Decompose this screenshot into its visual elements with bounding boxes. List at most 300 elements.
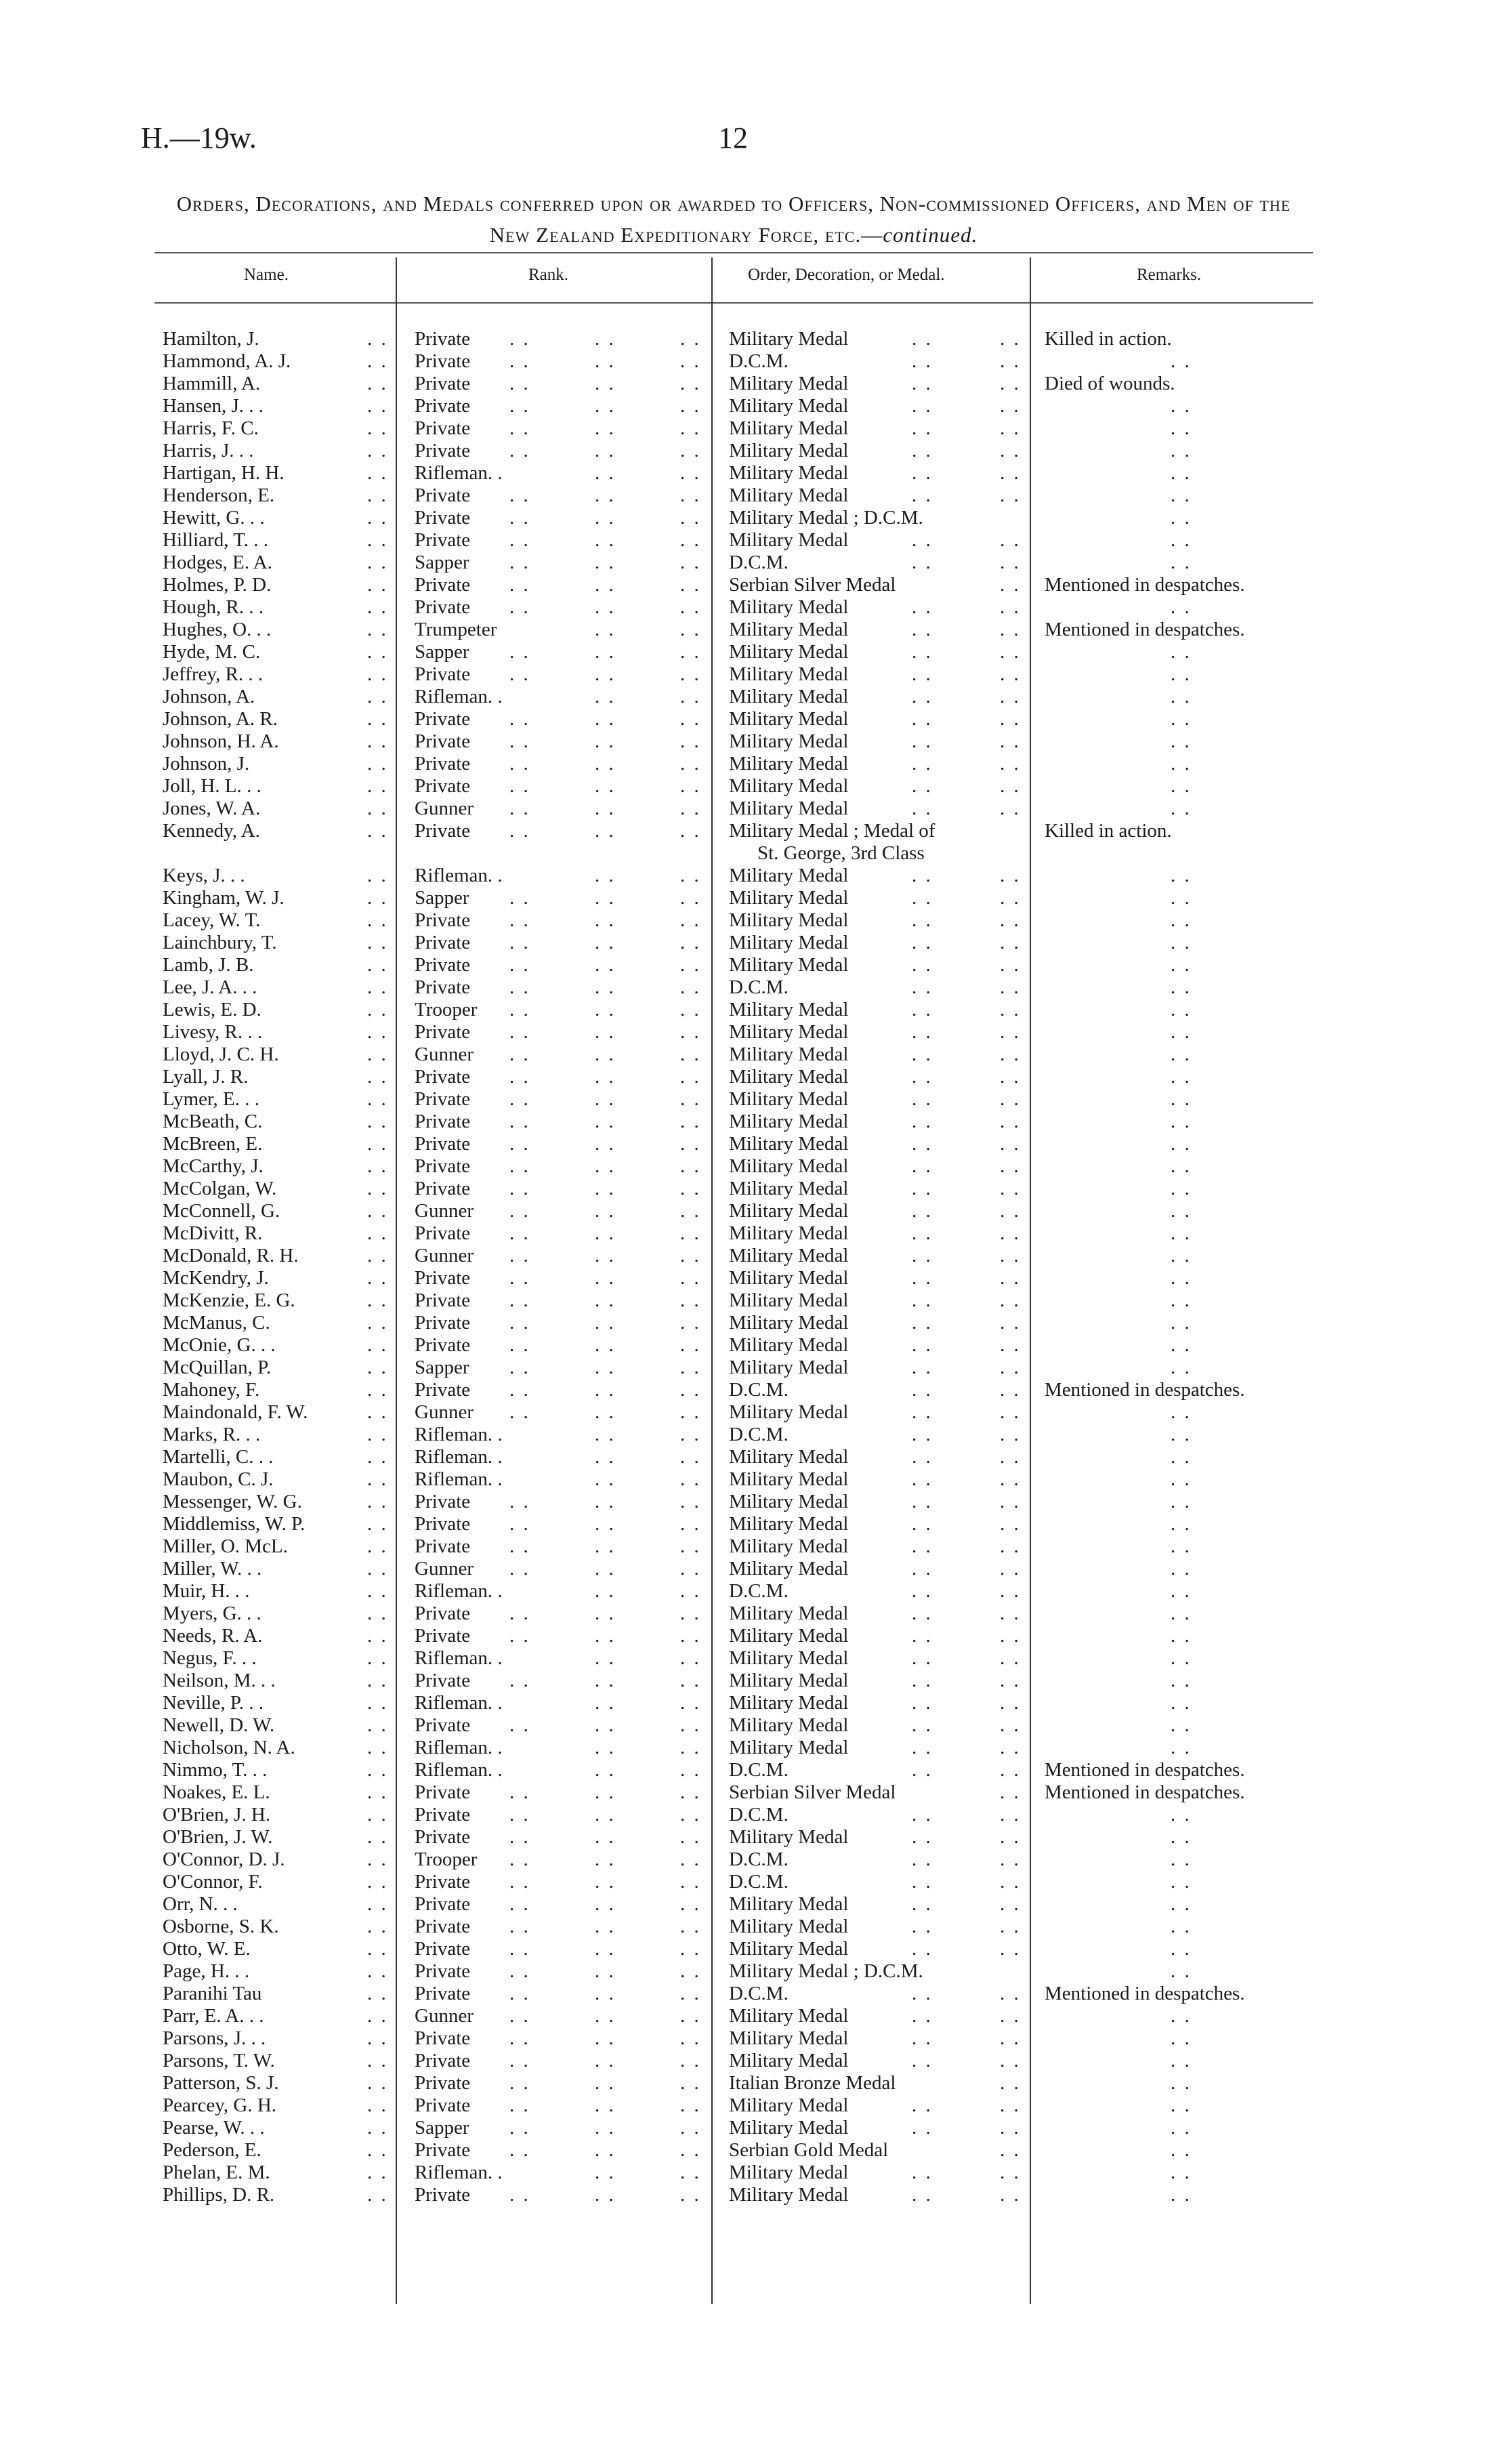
rank-cell: Sapper [415,552,469,573]
remarks-cell: . . [1171,954,1192,976]
name-cell: Orr, N. . . [163,1893,238,1915]
rank-cell: Private [415,1535,471,1557]
rank-cell: Private [415,2072,471,2094]
remarks-cell: . . [1171,1111,1192,1132]
name-cell: Neville, P. . . [163,1692,264,1714]
leader-dots: . . [509,2139,530,2161]
order-text: Military Medal [729,1491,849,1512]
table-row [0,775,1512,798]
leader-dots: . . [367,2139,388,2161]
leader-dots: . . [509,1222,530,1244]
remarks-cell: Mentioned in despatches. [1045,1983,1245,2004]
leader-dots: . . [367,440,388,461]
leader-dots: . . [680,1357,701,1378]
leader-dots: . . [595,1759,616,1781]
rank-cell: Rifleman. . [415,1580,503,1602]
leader-dots: . . [509,596,530,618]
leader-dots: . . [680,2005,701,2027]
remarks-cell: . . [1171,753,1192,775]
remarks-cell: . . [1171,1401,1192,1423]
table-row [0,484,1512,507]
leader-dots: . . [912,1044,933,1065]
name-cell: O'Brien, J. W. [163,1826,273,1848]
order-text: Military Medal [729,462,849,484]
leader-dots: . . [1000,708,1021,730]
rank-cell: Trooper [415,999,478,1020]
rank-cell: Private [415,954,471,976]
name-cell: Neilson, M. . . [163,1670,276,1691]
leader-dots: . . [1000,2094,1021,2116]
leader-dots: . . [509,1200,530,1222]
remarks-cell: . . [1171,1155,1192,1177]
leader-dots: . . [509,887,530,909]
leader-dots: . . [595,1692,616,1714]
leader-dots: . . [680,1468,701,1490]
remarks-cell: . . [1171,775,1192,797]
order-text: Military Medal [729,2094,849,2116]
order-text: Military Medal [729,1200,849,1222]
table-row [0,1737,1512,1759]
remarks-cell: . . [1171,1245,1192,1266]
leader-dots: . . [595,440,616,461]
leader-dots: . . [509,1670,530,1691]
leader-dots: . . [912,2117,933,2139]
leader-dots: . . [912,1401,933,1423]
leader-dots: . . [680,1267,701,1289]
leader-dots: . . [1000,2184,1021,2206]
leader-dots: . . [1000,1200,1021,1222]
leader-dots: . . [367,1066,388,1088]
leader-dots: . . [1000,1580,1021,1602]
table-row [0,909,1512,932]
order-cell [729,440,848,462]
table-row [0,1021,1512,1044]
rank-cell: Private [415,596,471,618]
leader-dots: . . [680,395,701,417]
table-row [0,1267,1512,1289]
leader-dots: . . [680,1983,701,2004]
table-row [0,1289,1512,1312]
order-text: Military Medal [729,395,849,417]
leader-dots: . . [595,1871,616,1893]
leader-dots: . . [680,1960,701,1982]
rank-cell: Private [415,1670,471,1691]
order-cell [729,529,848,552]
rank-cell: Private [415,417,471,439]
name-cell: Hammond, A. J. [163,350,291,372]
order-text: Military Medal [729,2027,849,2049]
leader-dots: . . [680,1759,701,1781]
leader-dots: . . [912,1804,933,1825]
order-cell [729,1289,848,1312]
leader-dots: . . [509,417,530,439]
order-cell [729,1312,848,1334]
order-cell [729,1066,848,1088]
leader-dots: . . [1000,1983,1021,2004]
rank-cell: Private [415,395,471,417]
leader-dots: . . [509,753,530,775]
rank-cell: Private [415,1334,471,1356]
leader-dots: . . [595,1670,616,1691]
leader-dots: . . [912,1513,933,1535]
order-cell [729,1401,848,1424]
rank-cell: Sapper [415,1357,469,1378]
table-row [0,1871,1512,1893]
table-row [0,1111,1512,1133]
rank-cell: Private [415,1155,471,1177]
leader-dots: . . [595,999,616,1020]
leader-dots: . . [509,708,530,730]
table-row [0,1379,1512,1401]
table-row [0,552,1512,574]
table-row [0,1066,1512,1088]
order-text: D.C.M. [729,1804,789,1825]
leader-dots: . . [912,619,933,640]
leader-dots: . . [1000,2117,1021,2139]
table-row [0,1178,1512,1200]
order-text: Military Medal ; D.C.M. [729,507,923,529]
remarks-cell: . . [1171,1133,1192,1155]
order-text: D.C.M. [729,1759,789,1781]
leader-dots: . . [595,484,616,506]
name-cell: McOnie, G. . . [163,1334,276,1356]
remarks-cell: . . [1171,1960,1192,1982]
name-cell: Lloyd, J. C. H. [163,1044,279,1065]
order-text: Serbian Silver Medal [729,574,896,596]
order-cell [729,1580,789,1603]
leader-dots: . . [1000,1021,1021,1043]
table-row [0,1580,1512,1603]
rank-cell: Trooper [415,1849,478,1870]
name-cell: Messenger, W. G. [163,1491,302,1512]
leader-dots: . . [509,574,530,596]
rank-cell: Rifleman. . [415,1692,503,1714]
leader-dots: . . [509,641,530,663]
leader-dots: . . [912,395,933,417]
leader-dots: . . [367,1111,388,1132]
leader-dots: . . [1000,1312,1021,1334]
leader-dots: . . [367,529,388,551]
order-cell [729,1133,848,1155]
order-cell [729,1960,923,1983]
table-row [0,1424,1512,1446]
leader-dots: . . [680,999,701,1020]
name-cell: Newell, D. W. [163,1714,275,1736]
leader-dots: . . [912,1849,933,1870]
remarks-cell: . . [1171,1938,1192,1960]
order-text: D.C.M. [729,1983,789,2004]
table-row [0,462,1512,484]
order-cell [729,775,848,798]
remarks-cell: Mentioned in despatches. [1045,574,1245,596]
leader-dots: . . [509,663,530,685]
leader-dots: . . [509,395,530,417]
order-cell [729,999,848,1021]
rank-cell: Private [415,1289,471,1311]
leader-dots: . . [509,1155,530,1177]
leader-dots: . . [1000,2027,1021,2049]
leader-dots: . . [595,1849,616,1870]
leader-dots: . . [509,552,530,573]
leader-dots: . . [912,2162,933,2183]
leader-dots: . . [912,1535,933,1557]
table-row [0,1468,1512,1491]
leader-dots: . . [1000,1916,1021,1937]
order-cell [729,1155,848,1178]
leader-dots: . . [1000,1692,1021,1714]
order-text: Military Medal [729,1446,849,1468]
leader-dots: . . [1000,887,1021,909]
name-cell: Lewis, E. D. [163,999,261,1020]
leader-dots: . . [595,1401,616,1423]
remarks-cell: . . [1171,2162,1192,2183]
remarks-cell: . . [1171,909,1192,931]
leader-dots: . . [509,1513,530,1535]
name-cell: Lamb, J. B. [163,954,254,976]
leader-dots: . . [595,1178,616,1199]
table-row [0,1446,1512,1468]
name-cell: Osborne, S. K. [163,1916,279,1937]
leader-dots: . . [680,1714,701,1736]
rank-cell: Private [415,730,471,752]
leader-dots: . . [680,2094,701,2116]
leader-dots: . . [912,1021,933,1043]
table-row [0,2027,1512,2050]
leader-dots: . . [1000,1670,1021,1691]
name-cell: Nicholson, N. A. [163,1737,295,1758]
leader-dots: . . [509,1111,530,1132]
leader-dots: . . [680,2162,701,2183]
leader-dots: . . [595,2050,616,2071]
leader-dots: . . [1000,663,1021,685]
order-cell [729,350,789,373]
order-cell [729,1200,848,1222]
leader-dots: . . [367,1312,388,1334]
remarks-cell: . . [1171,2072,1192,2094]
leader-dots: . . [680,529,701,551]
order-cell [729,753,848,775]
order-cell [729,641,848,663]
leader-dots: . . [509,1826,530,1848]
rank-cell: Rifleman. . [415,865,503,886]
rank-cell: Rifleman. . [415,462,503,484]
name-cell: Hammill, A. [163,373,261,394]
order-cell [729,1267,848,1289]
column-header-name: Name. [244,266,289,284]
order-text: D.C.M. [729,552,789,573]
table-row [0,1960,1512,1983]
table-row [0,1603,1512,1625]
remarks-cell: Mentioned in despatches. [1045,1379,1245,1401]
name-cell: O'Connor, D. J. [163,1849,285,1870]
rank-cell: Private [415,1178,471,1199]
leader-dots: . . [509,1066,530,1088]
leader-dots: . . [509,440,530,461]
leader-dots: . . [912,909,933,931]
leader-dots: . . [1000,462,1021,484]
leader-dots: . . [912,462,933,484]
remarks-cell: . . [1171,686,1192,707]
leader-dots: . . [367,1849,388,1870]
remarks-cell: . . [1171,484,1192,506]
order-text: Military Medal [729,1334,849,1356]
leader-dots: . . [367,1938,388,1960]
leader-dots: . . [1000,1647,1021,1669]
order-cell [729,1044,848,1066]
leader-dots: . . [680,1245,701,1266]
leader-dots: . . [1000,1491,1021,1512]
remarks-cell: . . [1171,417,1192,439]
leader-dots: . . [509,328,530,350]
leader-dots: . . [595,1580,616,1602]
leader-dots: . . [1000,1781,1021,1803]
order-cell [729,2027,848,2050]
leader-dots: . . [680,1289,701,1311]
leader-dots: . . [1000,1603,1021,1624]
order-cell [729,954,848,976]
rank-cell: Private [415,1513,471,1535]
leader-dots: . . [680,1647,701,1669]
leader-dots: . . [367,1513,388,1535]
name-cell: Phelan, E. M. [163,2162,270,2183]
leader-dots: . . [595,730,616,752]
order-cell [729,596,848,619]
leader-dots: . . [509,529,530,551]
order-cell [729,1826,848,1849]
leader-dots: . . [595,1893,616,1915]
leader-dots: . . [595,753,616,775]
table-row [0,1155,1512,1178]
leader-dots: . . [595,820,616,842]
table-row [0,529,1512,552]
leader-dots: . . [367,462,388,484]
leader-dots: . . [680,2117,701,2139]
leader-dots: . . [367,1580,388,1602]
order-text: Military Medal [729,1692,849,1714]
leader-dots: . . [509,1133,530,1155]
leader-dots: . . [680,552,701,573]
table-row [0,1357,1512,1379]
name-cell: Johnson, A. [163,686,255,707]
leader-dots: . . [912,1424,933,1445]
leader-dots: . . [595,2117,616,2139]
name-cell: Hartigan, H. H. [163,462,285,484]
leader-dots: . . [509,484,530,506]
remarks-cell: . . [1171,1871,1192,1893]
leader-dots: . . [509,1781,530,1803]
leader-dots: . . [367,1267,388,1289]
name-cell: Parsons, J. . . [163,2027,266,2049]
leader-dots: . . [509,909,530,931]
leader-dots: . . [367,775,388,797]
order-cell [729,2184,848,2206]
leader-dots: . . [1000,1804,1021,1825]
leader-dots: . . [680,373,701,394]
rank-cell: Private [415,2094,471,2116]
name-cell: Jones, W. A. [163,798,261,819]
leader-dots: . . [680,708,701,730]
leader-dots: . . [912,1826,933,1848]
order-text: Military Medal [729,1111,849,1132]
order-text: Military Medal [729,1267,849,1289]
leader-dots: . . [680,1826,701,1848]
remarks-cell: . . [1171,1424,1192,1445]
leader-dots: . . [912,484,933,506]
remarks-cell: . . [1171,2027,1192,2049]
leader-dots: . . [912,1222,933,1244]
leader-dots: . . [1000,1088,1021,1110]
name-cell: Jeffrey, R. . . [163,663,264,685]
table-row [0,1133,1512,1155]
remarks-cell: . . [1171,2184,1192,2206]
leader-dots: . . [1000,1714,1021,1736]
order-cell [729,1603,848,1625]
leader-dots: . . [509,1401,530,1423]
order-cell [729,2139,888,2162]
order-text: Military Medal ; D.C.M. [729,1960,923,1982]
order-text: Military Medal [729,1155,849,1177]
order-cell [729,1916,848,1938]
order-text: D.C.M. [729,1849,789,1870]
leader-dots: . . [1000,1267,1021,1289]
order-cell [729,328,848,350]
order-cell [729,1558,848,1580]
leader-dots: . . [680,1871,701,1893]
order-cell [729,1468,848,1491]
leader-dots: . . [367,1625,388,1647]
leader-dots: . . [367,1670,388,1691]
order-cell [729,1938,848,1960]
table-row [0,2162,1512,2184]
table-row [0,865,1512,887]
order-cell [729,1647,848,1670]
leader-dots: . . [912,1558,933,1580]
order-cell [729,1111,848,1133]
leader-dots: . . [367,373,388,394]
leader-dots: . . [1000,1893,1021,1915]
order-text: Military Medal [729,1066,849,1088]
rank-cell: Private [415,529,471,551]
rank-cell: Private [415,328,471,350]
leader-dots: . . [680,1379,701,1401]
leader-dots: . . [595,1647,616,1669]
name-cell: Needs, R. A. [163,1625,263,1647]
leader-dots: . . [680,954,701,976]
order-cell [729,1088,848,1111]
order-text: Military Medal [729,887,849,909]
leader-dots: . . [680,887,701,909]
leader-dots: . . [680,1491,701,1512]
rank-cell: Gunner [415,1401,474,1423]
leader-dots: . . [1000,1938,1021,1960]
remarks-cell: . . [1171,350,1192,372]
leader-dots: . . [509,954,530,976]
leader-dots: . . [680,663,701,685]
leader-dots: . . [595,1222,616,1244]
remarks-cell: Killed in action. [1045,328,1172,350]
table-row [0,1826,1512,1849]
name-cell: Hyde, M. C. [163,641,261,663]
leader-dots: . . [595,954,616,976]
leader-dots: . . [367,350,388,372]
leader-dots: . . [680,1021,701,1043]
leader-dots: . . [680,1916,701,1937]
name-cell: McManus, C. [163,1312,270,1334]
leader-dots: . . [1000,1871,1021,1893]
leader-dots: . . [595,1446,616,1468]
awards-table [0,328,1512,2206]
leader-dots: . . [595,865,616,886]
